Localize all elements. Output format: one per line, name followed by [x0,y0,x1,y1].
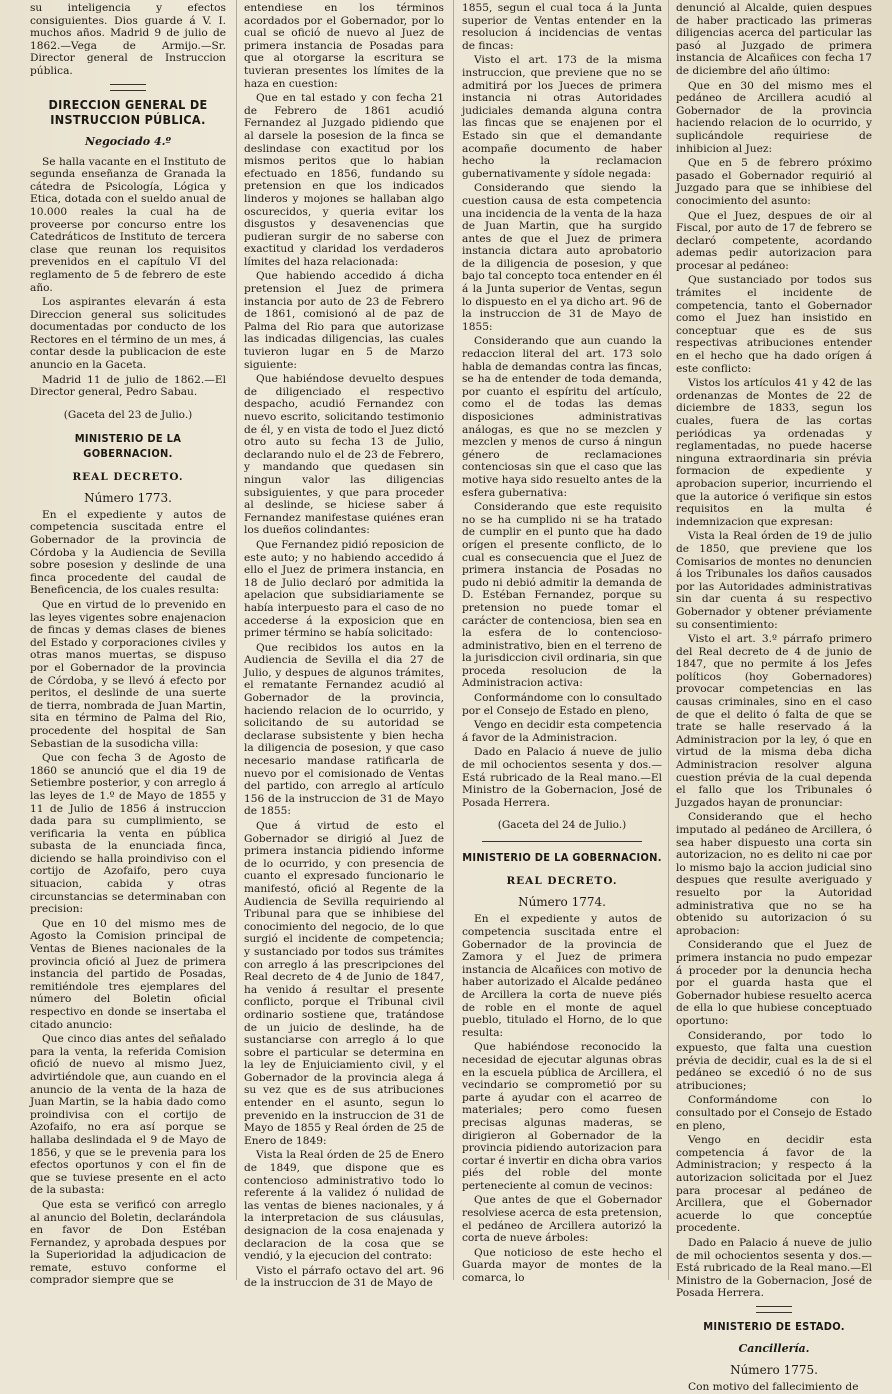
paragraph: Vengo en decidir esta competencia á favor de la Administracion. [462,719,662,744]
paragraph: Conformándome con lo consultado por el Consejo de Estado en pleno, [462,692,662,717]
paragraph: Que el Juez, despues de oir al Fiscal, por auto de 17 de febrero se declaró competente, acordando ademas pedir autorizacion para procesar al pedáneo: [676,209,872,272]
column-rule [236,0,237,1280]
column-4 [676,0,872,1393]
section-heading: DIRECCION GENERAL DE INSTRUCCION PÚBLICA. [48,96,208,127]
paragraph: Que habiéndose reconocido la necesidad de ejecutar algunas obras en la escuela pública de Arcillera, el vecindario se comprometió por su parte á ayudar con el acarreo de materiales; pero como fuesen precisas algunas maderas, se dirigieron al Gobernador de la provincia pidiendo autorizacion para cortar é invertir en dicha obra varios piés del roble del monte perteneciente al comun de vecinos: [462,1041,662,1192]
paragraph: Vengo en decidir esta competencia á favor de la Administracion; y respecto á la autorizacion solicitada por el Juez para procesar al pedáneo de Arcillera, que el Gobernador acuerde lo que conceptúe procedente. [676,1134,872,1235]
paragraph: Vistos los artículos 41 y 42 de las ordenanzas de Montes de 22 de diciembre de 1833, segun los cuales, fuera de las cortas periódicas ya ordenadas y reglamentadas, no puede hacerse ninguna extraordinaria sin prévia formacion de expediente y aprobacion superior, incurriendo el que la autorice ó verifique sin estos requisitos en la multa é indemnizacion que expresan: [676,377,872,528]
decree-number: Número 1773. [84,490,172,505]
column-1 [30,0,226,1287]
library-watermark [650,1160,790,1270]
paragraph: Madrid 11 de julio de 1862.—El Director general, Pedro Sabau. [30,373,226,399]
paragraph: Vista la Real órden de 19 de julio de 1850, que previene que los Comisarios de montes no denuncien á los Tribunales los daños causados por las Autoridades administrativas sin dar cuenta á su respectivo Gobernador y obtener préviamente su consentimiento: [676,530,872,631]
column-3 [462,0,662,1285]
paragraph: Que noticioso de este hecho el Guarda mayor de montes de la comarca, lo [462,1246,662,1285]
paragraph: Conformándome con lo consultado por el Consejo de Estado en pleno, [676,1094,872,1132]
paragraph: Visto el párrafo octavo del art. 96 de la instruccion de 31 de Mayo de [244,1264,444,1290]
paragraph: Visto el art. 3.º párrafo primero del Real decreto de 4 de junio de 1847, que no permite á los Jefes políticos (hoy Gobernadores) provocar competencias en las causas criminales, sino en el caso de que el delito ó falta de que se trate se halle reservado á la Administracion por la ley, ó que en virtud de la misma deba dicha Administracion resolver alguna cuestion prévia de la cual dependa el fallo que los Tribunales ó Juzgados hayan de pronunciar: [676,633,872,809]
paragraph: Que en 30 del mismo mes el pedáneo de Arcillera acudió al Gobernador de la provincia haciendo relacion de lo ocurrido, y suplicándole requiriese de inhibicion al Juez: [676,79,872,155]
column-rule [668,0,669,1280]
paragraph: denunció al Alcalde, quien despues de haber practicado las primeras diligencias acerca del particular las pasó al Juzgado de primera instancia de Alcañices con fecha 17 de diciembre del año último: [676,2,872,77]
ministry-heading: MINISTERIO DE ESTADO. [703,1319,845,1333]
paragraph: Visto el art. 173 de la misma instruccion, que previene que no se admitirá por los Jueces de primera instancia ni otras Autoridades judiciales demanda alguna contra las fincas que se enajenen por el Estado sin que el demandante acompañe documento de haber hecho la reclamacion gubernativamente y sídole negada: [462,54,662,180]
real-decreto-heading: REAL DECRETO. [72,470,184,483]
paragraph: Dado en Palacio á nueve de julio de mil ochocientos sesenta y dos.—Está rubricado de la Real mano.—El Ministro de la Gobernacion, José de Posada Herrera. [676,1237,872,1300]
paragraph: Que habiendo accedido á dicha pretension el Juez de primera instancia por auto de 23 de Febrero de 1861, comisionó al de paz de Palma del Rio para que autorizase las indicadas diligencias, las cuales tuvieron lugar en 5 de Marzo siguiente: [244,270,444,371]
paragraph: Con motivo del fallecimiento de [688,1380,859,1393]
paragraph: Que en 10 del mismo mes de Agosto la Comision principal de Ventas de Bienes nacionales de la provincia ofició al Juez de primera instancia del partido de Posadas, remitiéndole tres ejemplares del número del Boletin oficial respectivo en donde se insertaba el citado anuncio: [30,917,226,1031]
paragraph: Que en 5 de febrero próximo pasado el Gobernador requirió al Juzgado para que se inhibiese del conocimiento del asunto: [676,157,872,207]
paragraph: Considerando, por todo lo expuesto, que falta una cuestion prévia de decidir, cual es la de si el pedáneo se excedió ó no de sus atribuciones; [676,1029,872,1092]
negociado-label: Negociado 4.º [85,134,171,148]
paragraph: Se halla vacante en el Instituto de segunda enseñanza de Granada la cátedra de Psicología, Lógica y Etica, dotada con el sueldo anual de 10.000 reales la cual ha de proveerse por concurso entre los Catedráticos de Instituto de tercera clase que reunan los requisitos prevenidos en el capítulo VI del reglamento de 5 de febrero de este año. [30,155,226,294]
ministry-heading: MINISTERIO DE LA GOBERNACION. [74,431,182,460]
ministry-heading: MINISTERIO DE LA GOBERNACION. [462,851,662,865]
paragraph: Que en virtud de lo prevenido en las leyes vigentes sobre enajenacion de fincas y demas clases de bienes del Estado y corporaciones civiles y otras manos muertas, se dispuso por el Gobernador de la provincia de Córdoba, y se llevó á efecto por peritos, el deslinde de una suerte de tierra, nombrada de Juan Martin, sita en término de Palma del Rio, procedente del hospital de San Sebastian de la susodicha villa: [30,599,226,750]
paragraph: su inteligencia y efectos consiguientes. Dios guarde á V. I. muchos años. Madrid 9 de julio de 1862.—Vega de Armijo.—Sr. Director general de Instruccion pública. [30,2,226,77]
paragraph: Que sustanciado por todos sus trámites el incidente de competencia, tanto el Gobernador como el Juez han insistido en conceptuar que es de sus respectivas atribuciones entender en el hecho que ha dado orígen á este conflicto: [676,274,872,375]
paragraph: Considerando que aun cuando la redaccion literal del art. 173 solo habla de demandas contra las fincas, se ha de entender de toda demanda, por cuanto el espíritu del artículo, como el de todas las demas disposiciones administrativas análogas, es que no se mezclen y mezclen y menos de curso á ningun género de reclamaciones contenciosas sin que el caso que las motive haya sido resuelto antes de la esfera gubernativa: [462,335,662,499]
decree-number: Número 1775. [730,1362,818,1377]
paragraph: Considerando que este requisito no se ha cumplido ni se ha tratado de cumplir en el punto que ha dado orígen el presente conflicto, de lo cual es consecuencia que el Juez de primera instancia de Posadas no pudo ni debió admitir la demanda de D. Estéban Fernandez, porque su pretension no puede tomar el carácter de contenciosa, bien sea en la esfera de lo contencioso-administrativo, bien en el terreno de la jurisdiccion civil ordinaria, sin que proceda resolucion de la Administracion activa: [462,501,662,690]
paragraph: Dado en Palacio á nueve de julio de mil ochocientos sesenta y dos.—Está rubricado de la Real mano.—El Ministro de la Gobernacion, José de Posada Herrera. [462,746,662,809]
paragraph: 1855, segun el cual toca á la Junta superior de Ventas entender en la resolucion á incidencias de ventas de fincas: [462,2,662,52]
ornament-divider [110,84,146,91]
cancilleria-label: Cancillería. [738,1341,810,1355]
paragraph: Considerando que el Juez de primera instancia no pudo empezar á proceder por la denuncia hecha por el guarda hasta que el Gobernador hubiese resuelto acerca de ella lo que hubiese conceptuado oportuno: [676,939,872,1027]
paragraph: En el expediente y autos de competencia suscitada entre el Gobernador de la provincia de Zamora y el Juez de primera instancia de Alcañices con motivo de haber autorizado el Alcalde pedáneo de Arcillera la corta de nueve piés de roble en el monte de aquel pueblo, titulado el Horno, de lo que resulta: [462,913,662,1039]
column-rule [453,0,454,1280]
gaceta-date: (Gaceta del 23 de Julio.) [63,408,193,421]
paragraph: Que en tal estado y con fecha 21 de Febrero de 1861 acudió Fernandez al Juzgado pidiendo que al darsele la posesion de la finca se deslindase con exactitud por los mismos peritos que lo habian efectuado en 1856, fundando su pretension en que los indicados linderos y mojones se hallaban algo oscurecidos, y queria evitar los disgustos y desavenencias que pudieran surgir de no saberse con exactitud y claridad los verdaderos límites del haza relacionada: [244,92,444,268]
paragraph: Considerando que el hecho imputado al pedáneo de Arcillera, ó sea haber dispuesto una corta sin autorizacion, no es delito ni cae por lo mismo bajo la accion judicial sino despues que resulte averiguado y resuelto por la Autoridad administrativa que no se ha obtenido su autorizacion ó su aprobacion: [676,811,872,937]
paragraph: Considerando que siendo la cuestion causa de esta competencia una incidencia de la venta de la haza de Juan Martin, que ha surgido antes de que el Juez de primera instancia dictara auto aprobatorio de la diligencia de posesion, y que bajo tal concepto toca entender en él á la Junta superior de Ventas, segun lo dispuesto en el ya dicho art. 96 de la instruccion de 31 de Mayo de 1855: [462,182,662,333]
paragraph: entendiese en los términos acordados por el Gobernador, por lo cual se ofició de nuevo al Juez de primera instancia de Posadas para que al otorgarse la escritura se tuvieran presentes los límites de la haza en cuestion: [244,2,444,90]
ornament-divider [756,1306,792,1313]
paragraph: Que cinco dias antes del señalado para la venta, la referida Comision ofició de nuevo al mismo Juez, advirtiéndole que, aun cuando en el anuncio de la venta de la haza de Juan Martin, se la habia dado como proindivisa con el cortijo de Azofaifo, no era así porque se hallaba deslindada el 9 de Mayo de 1856, y que se le prevenia para los efectos oportunos y con el fin de que se tuviese presente en el acto de la subasta: [30,1033,226,1197]
paragraph: Los aspirantes elevarán á esta Direccion general sus solicitudes documentadas por conducto de los Rectores en el término de un mes, á contar desde la publicacion de este anuncio en la Gaceta. [30,296,226,372]
paragraph: Que á virtud de esto el Gobernador se dirigió al Juez de primera instancia pidiendo informe de lo ocurrido, y con presencia de cuanto el expresado funcionario le manifestó, ofició al Regente de la Audiencia de Sevilla requiriendo al Tribunal para que se inhibiese del conocimiento del negocio, de lo que surgió el incidente de competencia; y sustanciado por todos sus trámites con arreglo á las prescripciones del Real decreto de 4 de Junio de 1847, ha venido á resultar el presente conflicto, porque el Tribunal civil ordinario sostiene que, tratándose de un juicio de deslinde, ha de sustanciarse con arreglo á lo que sobre el particular se determina en la ley de Enjuiciamiento civil, y el Gobernador de la provincia alega á su vez que es de sus atribuciones entender en el asunto, segun lo prevenido en la instruccion de 31 de Mayo de 1855 y Real órden de 25 de Enero de 1849: [244,820,444,1147]
divider [482,841,642,842]
gaceta-date: (Gaceta del 24 de Julio.) [497,819,627,832]
column-2 [244,0,444,1290]
paragraph: Vista la Real órden de 25 de Enero de 1849, que dispone que es contencioso administrativo todo lo referente á la validez ó nulidad de las ventas de bienes nacionales, y á la interpretacion de sus cláusulas, designacion de la cosa enajenada y declaracion de la cosa que se vendió, y la ejecucion del contrato: [244,1149,444,1263]
real-decreto-heading: REAL DECRETO. [506,875,618,888]
decree-number: Número 1774. [518,895,606,910]
paragraph: Que habiéndose devuelto despues de diligenciado el respectivo despacho, acudió Fernandez con nuevo escrito, solicitando testimonio de él, y en vista de todo el Juez dictó otro auto su fecha 13 de Julio, declarando nulo el de 23 de Febrero, y mandando que quedasen sin ningun valor las diligencias subsiguientes, y que para proceder al deslinde, se hiciese saber á Fernandez manifestase quiénes eran los dueños colindantes: [244,373,444,537]
paragraph: En el expediente y autos de competencia suscitada entre el Gobernador de la provincia de Córdoba y la Audiencia de Sevilla sobre posesion y deslinde de una finca procedente del caudal de Beneficencia, de los cuales resulta: [30,508,226,597]
paragraph: Que antes de que el Gobernador resolviese acerca de esta pretension, el pedáneo de Arcillera autorizó la corta de nueve árboles: [462,1194,662,1245]
paragraph: Que con fecha 3 de Agosto de 1860 se anunció que el dia 19 de Setiembre posterior, y con arreglo á las leyes de 1.º de Mayo de 1855 y 11 de Julio de 1856 á instruccion dada para su cumplimiento, se verificaria la venta en pública subasta de la enunciada finca, diciendo se halla proindiviso con el cortijo de Azofaifo, pero cuya situacion, cabida y otras circunstancias se determinaban con precision: [30,752,226,916]
paragraph: Que Fernandez pidió reposicion de este auto; y no habiendo accedido á ello el Juez de primera instancia, en 18 de Julio declaró por admitida la apelacion que subsidiariamente se había interpuesto para el caso de no accederse á la exposicion que en primer término se había solicitado: [244,538,444,640]
paragraph: Que esta se verificó con arreglo al anuncio del Boletin, declarándola en favor de Don Estéban Fernandez, y aprobada despues por la Superioridad la adjudicacion de remate, estuvo conforme el comprador siempre que se [30,1198,226,1287]
paragraph: Que recibidos los autos en la Audiencia de Sevilla el dia 27 de Julio, y despues de algunos trámites, el rematante Fernandez acudió al Gobernador de la provincia, haciendo relacion de lo ocurrido, y solicitando de su autoridad se declarase subsistente y bien hecha la diligencia de posesion, y que caso necesario mandase ratificarla de nuevo por el comisionado de Ventas del partido, con arreglo al artículo 156 de la instruccion de 31 de Mayo de 1855: [244,641,444,818]
